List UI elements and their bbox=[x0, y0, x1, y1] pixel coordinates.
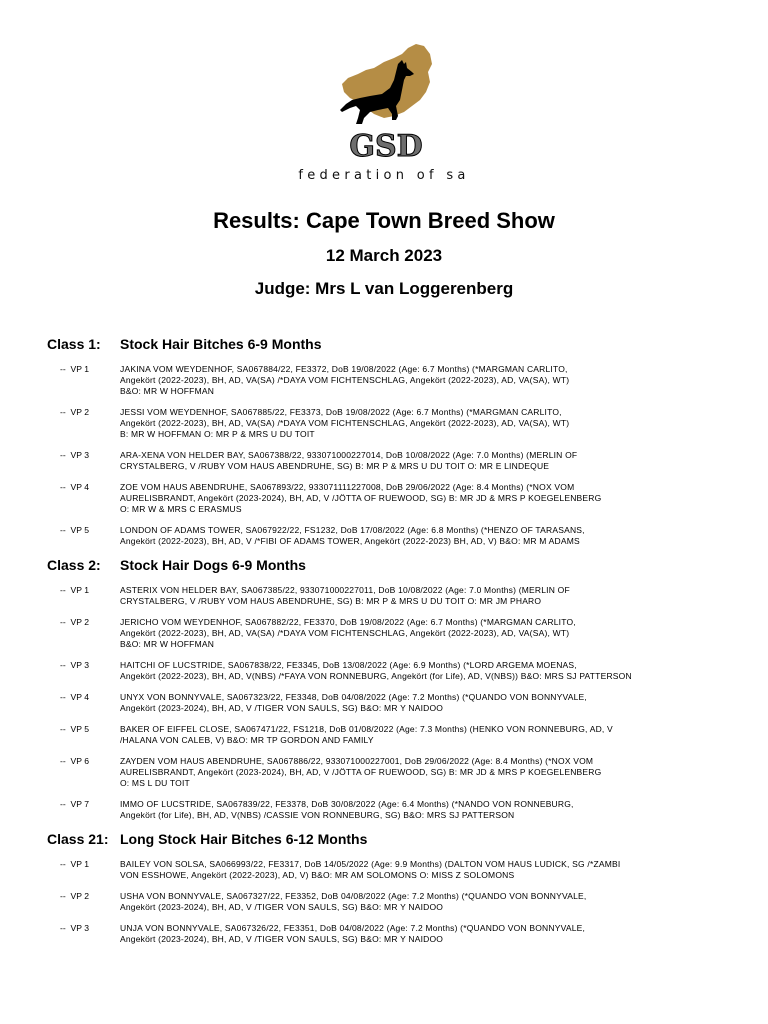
result-entry bbox=[0, 585, 768, 607]
result-entry bbox=[0, 724, 768, 746]
result-entry bbox=[0, 450, 768, 472]
class-name: Long Stock Hair Bitches 6-12 Months bbox=[120, 831, 368, 847]
entry-detail-line: Angekört (2023-2024), BH, AD, V /TIGER VON SAULS, SG) B&O: MR Y NAIDOO bbox=[120, 902, 444, 912]
entry-detail-line: JERICHO VOM WEYDENHOF, SA067882/22, FE3370, DoB 19/08/2022 (Age: 6.7 Months) (*MARGMAN CARLITO, bbox=[120, 617, 576, 627]
class-heading bbox=[0, 557, 768, 577]
entry-details bbox=[120, 692, 740, 714]
entry-details bbox=[120, 724, 740, 746]
entry-placing: -- VP 3 bbox=[60, 660, 89, 670]
entry-detail-line: AURELISBRANDT, Angekört (2023-2024), BH, AD, V /JÖTTA OF RUEWOOD, SG) B: MR JD & MRS P KOEGELENBERG bbox=[120, 767, 602, 777]
entry-placing: -- VP 5 bbox=[60, 525, 89, 535]
result-entry bbox=[0, 756, 768, 789]
entry-placing: -- VP 1 bbox=[60, 859, 89, 869]
class-number: Class 21: bbox=[47, 831, 109, 847]
class-section bbox=[0, 557, 768, 821]
entry-details bbox=[120, 482, 740, 515]
result-entry bbox=[0, 923, 768, 945]
entry-detail-line: B: MR W HOFFMAN O: MR P & MRS U DU TOIT bbox=[120, 429, 315, 439]
result-entry bbox=[0, 482, 768, 515]
entry-details bbox=[120, 891, 740, 913]
entry-detail-line: JESSI VOM WEYDENHOF, SA067885/22, FE3373, DoB 19/08/2022 (Age: 6.7 Months) (*MARGMAN CARLITO, bbox=[120, 407, 562, 417]
class-name: Stock Hair Bitches 6-9 Months bbox=[120, 336, 322, 352]
entry-detail-line: USHA VON BONNYVALE, SA067327/22, FE3352, DoB 04/08/2022 (Age: 7.2 Months) (*QUANDO VON BONNYVALE, bbox=[120, 891, 587, 901]
entry-details bbox=[120, 923, 740, 945]
entry-detail-line: CRYSTALBERG, V /RUBY VOM HAUS ABENDRUHE, SG) B: MR P & MRS U DU TOIT O: MR JM PHARO bbox=[120, 596, 542, 606]
entry-detail-line: ZOE VOM HAUS ABENDRUHE, SA067893/22, 933071111227008, DoB 29/06/2022 (Age: 8.4 Months) (*NOX VOM bbox=[120, 482, 575, 492]
entry-detail-line: UNYX VON BONNYVALE, SA067323/22, FE3348, DoB 04/08/2022 (Age: 7.2 Months) (*QUANDO VON BONNYVALE, bbox=[120, 692, 587, 702]
entry-placing: -- VP 2 bbox=[60, 617, 89, 627]
entry-detail-line: Angekört (2022-2023), BH, AD, VA(SA) /*DAYA VOM FICHTENSCHLAG, Angekört (2022-2023), AD, VA(SA), WT) bbox=[120, 375, 570, 385]
entry-details bbox=[120, 450, 740, 472]
entry-detail-line: ASTERIX VON HELDER BAY, SA067385/22, 933071000227011, DoB 10/08/2022 (Age: 7.0 Months) (MERLIN OF bbox=[120, 585, 570, 595]
entry-detail-line: B&O: MR W HOFFMAN bbox=[120, 639, 215, 649]
class-number: Class 1: bbox=[47, 336, 101, 352]
entry-placing: -- VP 4 bbox=[60, 482, 89, 492]
entry-detail-line: UNJA VON BONNYVALE, SA067326/22, FE3351, DoB 04/08/2022 (Age: 7.2 Months) (*QUANDO VON BONNYVALE, bbox=[120, 923, 586, 933]
result-entry bbox=[0, 891, 768, 913]
class-number: Class 2: bbox=[47, 557, 101, 573]
entry-detail-line: BAILEY VON SOLSA, SA066993/22, FE3317, DoB 14/05/2022 (Age: 9.9 Months) (DALTON VOM HAUS LUDICK, SG /*ZAMBI bbox=[120, 859, 621, 869]
entry-placing: -- VP 2 bbox=[60, 407, 89, 417]
entry-detail-line: Angekört (2023-2024), BH, AD, V /TIGER VON SAULS, SG) B&O: MR Y NAIDOO bbox=[120, 934, 444, 944]
entry-detail-line: BAKER OF EIFFEL CLOSE, SA067471/22, FS1218, DoB 01/08/2022 (Age: 7.3 Months) (HENKO VON RONNEBURG, AD, V bbox=[120, 724, 613, 734]
entry-placing: -- VP 2 bbox=[60, 891, 89, 901]
entry-placing: -- VP 7 bbox=[60, 799, 89, 809]
logo-gsd-text: GSD bbox=[349, 129, 423, 160]
entry-details bbox=[120, 407, 740, 440]
entry-detail-line: Angekört (2022-2023), BH, AD, VA(SA) /*DAYA VOM FICHTENSCHLAG, Angekört (2022-2023), AD, VA(SA), WT) bbox=[120, 418, 570, 428]
entry-details bbox=[120, 660, 740, 682]
result-entry bbox=[0, 407, 768, 440]
entry-details bbox=[120, 585, 740, 607]
class-section bbox=[0, 336, 768, 547]
entry-detail-line: HAITCHI OF LUCSTRIDE, SA067838/22, FE3345, DoB 13/08/2022 (Age: 6.9 Months) (*LORD ARGEMA MOENAS, bbox=[120, 660, 577, 670]
entry-placing: -- VP 4 bbox=[60, 692, 89, 702]
entry-detail-line: Angekört (2022-2023), BH, AD, VA(SA) /*DAYA VOM FICHTENSCHLAG, Angekört (2022-2023), AD, VA(SA), WT) bbox=[120, 628, 570, 638]
entry-detail-line: Angekört (2022-2023), BH, AD, V(NBS) /*FAYA VON RONNEBURG, Angekört (for Life), AD, V(NBS)) B&O: MRS SJ PATTERSON bbox=[120, 671, 632, 681]
gsd-logo bbox=[0, 0, 768, 190]
page-title: Results: Cape Town Breed Show bbox=[213, 208, 555, 233]
class-heading bbox=[0, 831, 768, 851]
entry-placing: -- VP 3 bbox=[60, 923, 89, 933]
entry-detail-line: Angekört (for Life), BH, AD, V(NBS) /CASSIE VON RONNEBURG, SG) B&O: MRS SJ PATTERSON bbox=[120, 810, 515, 820]
show-date: 12 March 2023 bbox=[325, 246, 443, 265]
entry-placing: -- VP 1 bbox=[60, 364, 89, 374]
class-section bbox=[0, 831, 768, 945]
entry-detail-line: O: MS L DU TOIT bbox=[120, 778, 190, 788]
result-entry bbox=[0, 660, 768, 682]
entry-detail-line: O: MR W & MRS C ERASMUS bbox=[120, 504, 242, 514]
result-entry bbox=[0, 617, 768, 650]
entry-details bbox=[120, 799, 740, 821]
entry-detail-line: Angekört (2022-2023), BH, AD, V /*FIBI OF ADAMS TOWER, Angekört (2022-2023) BH, AD, V) B&O: MR M ADAMS bbox=[120, 536, 580, 546]
entry-detail-line: LONDON OF ADAMS TOWER, SA067922/22, FS1232, DoB 17/08/2022 (Age: 6.8 Months) (*HENZO OF TARASANS, bbox=[120, 525, 585, 535]
class-heading bbox=[0, 336, 768, 356]
results-list bbox=[0, 336, 768, 955]
judge-name: Judge: Mrs L van Loggerenberg bbox=[254, 279, 514, 298]
entry-detail-line: /HALANA VON CALEB, V) B&O: MR TP GORDON AND FAMILY bbox=[120, 735, 374, 745]
result-entry bbox=[0, 364, 768, 397]
entry-detail-line: AURELISBRANDT, Angekört (2023-2024), BH, AD, V /JÖTTA OF RUEWOOD, SG) B: MR JD & MRS P KOEGELENBERG bbox=[120, 493, 602, 503]
entry-placing: -- VP 5 bbox=[60, 724, 89, 734]
entry-detail-line: CRYSTALBERG, V /RUBY VOM HAUS ABENDRUHE, SG) B: MR P & MRS U DU TOIT O: MR E LINDEQUE bbox=[120, 461, 550, 471]
entry-detail-line: ARA-XENA VON HELDER BAY, SA067388/22, 933071000227014, DoB 10/08/2022 (Age: 7.0 Months) (MERLIN OF bbox=[120, 450, 578, 460]
entry-placing: -- VP 6 bbox=[60, 756, 89, 766]
entry-placing: -- VP 1 bbox=[60, 585, 89, 595]
entry-details bbox=[120, 859, 740, 881]
entry-detail-line: IMMO OF LUCSTRIDE, SA067839/22, FE3378, DoB 30/08/2022 (Age: 6.4 Months) (*NANDO VON RONNEBURG, bbox=[120, 799, 574, 809]
result-entry bbox=[0, 859, 768, 881]
result-entry bbox=[0, 799, 768, 821]
entry-details bbox=[120, 617, 740, 650]
entry-details bbox=[120, 364, 740, 397]
entry-detail-line: Angekört (2023-2024), BH, AD, V /TIGER VON SAULS, SG) B&O: MR Y NAIDOO bbox=[120, 703, 444, 713]
result-entry bbox=[0, 692, 768, 714]
gsd-dog-africa-icon bbox=[336, 40, 436, 160]
entry-detail-line: JAKINA VOM WEYDENHOF, SA067884/22, FE3372, DoB 19/08/2022 (Age: 6.7 Months) (*MARGMAN CARLITO, bbox=[120, 364, 568, 374]
class-name: Stock Hair Dogs 6-9 Months bbox=[120, 557, 306, 573]
entry-details bbox=[120, 525, 740, 547]
result-entry bbox=[0, 525, 768, 547]
entry-details bbox=[120, 756, 740, 789]
logo-tagline: federation of sa bbox=[298, 168, 470, 183]
entry-detail-line: B&O: MR W HOFFMAN bbox=[120, 386, 215, 396]
entry-placing: -- VP 3 bbox=[60, 450, 89, 460]
entry-detail-line: ZAYDEN VOM HAUS ABENDRUHE, SA067886/22, 933071000227001, DoB 29/06/2022 (Age: 8.4 Months) (*NOX VOM bbox=[120, 756, 594, 766]
entry-detail-line: VON ESSHOWE, Angekört (2022-2023), AD, V) B&O: MR AM SOLOMONS O: MISS Z SOLOMONS bbox=[120, 870, 515, 880]
